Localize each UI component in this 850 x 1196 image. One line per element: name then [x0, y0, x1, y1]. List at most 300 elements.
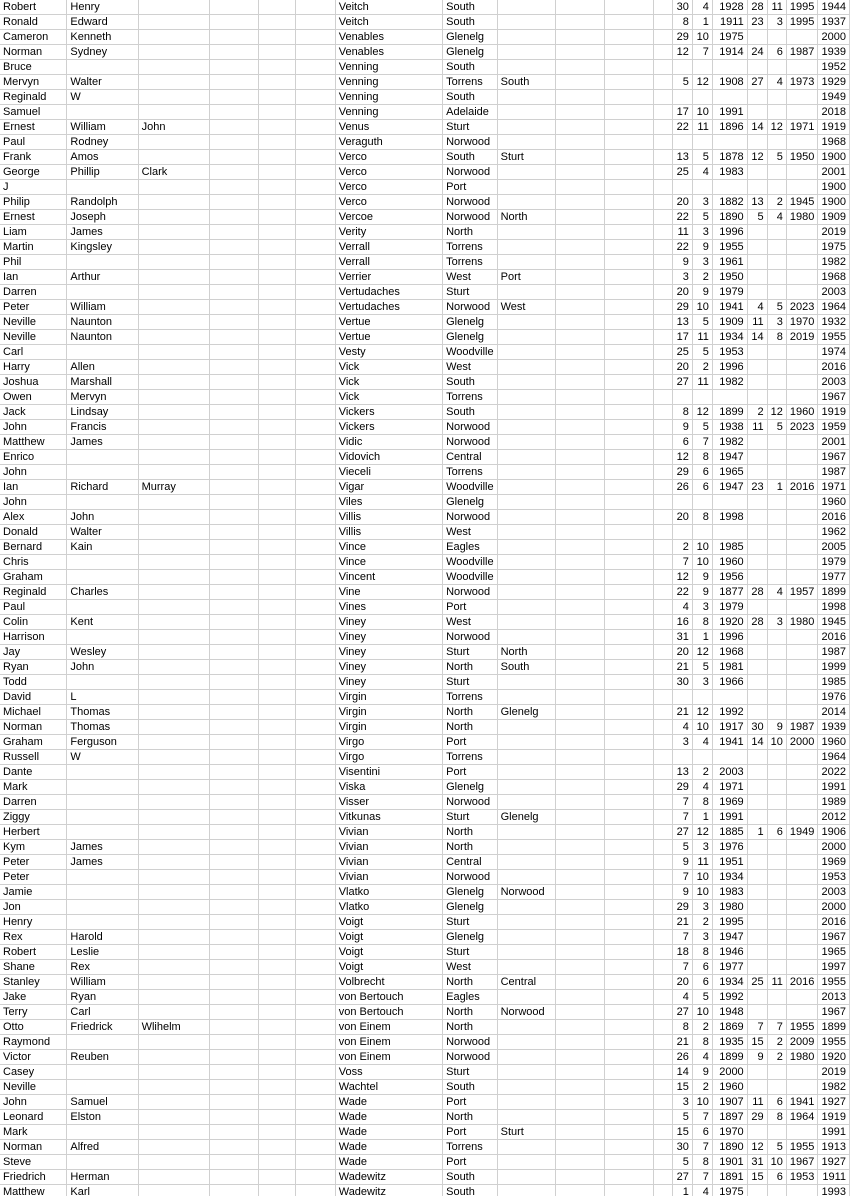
- cell-empty[interactable]: [210, 615, 258, 630]
- cell-day2[interactable]: 13: [747, 195, 767, 210]
- cell-day1[interactable]: 15: [672, 1080, 692, 1095]
- cell-month2[interactable]: [767, 465, 786, 480]
- cell-surname[interactable]: Viney: [335, 675, 442, 690]
- cell-empty[interactable]: [605, 135, 653, 150]
- cell-empty[interactable]: [258, 15, 296, 30]
- cell-third[interactable]: [138, 1095, 210, 1110]
- cell-year2[interactable]: [786, 30, 817, 45]
- cell-empty[interactable]: [653, 1035, 672, 1050]
- cell-year2[interactable]: [786, 435, 817, 450]
- cell-month2[interactable]: 11: [767, 0, 786, 15]
- cell-empty[interactable]: [210, 870, 258, 885]
- cell-middle[interactable]: [67, 810, 138, 825]
- cell-empty[interactable]: [258, 1170, 296, 1185]
- cell-empty[interactable]: [258, 915, 296, 930]
- cell-third[interactable]: [138, 45, 210, 60]
- cell-month1[interactable]: 6: [692, 465, 712, 480]
- cell-empty[interactable]: [210, 885, 258, 900]
- cell-month1[interactable]: 9: [692, 585, 712, 600]
- cell-district2[interactable]: [497, 780, 556, 795]
- cell-third[interactable]: [138, 345, 210, 360]
- cell-year3[interactable]: 2019: [818, 1065, 850, 1080]
- cell-empty[interactable]: [296, 885, 336, 900]
- cell-middle[interactable]: Richard: [67, 480, 138, 495]
- cell-day1[interactable]: 30: [672, 675, 692, 690]
- cell-empty[interactable]: [653, 1050, 672, 1065]
- cell-year3[interactable]: 1960: [818, 495, 850, 510]
- cell-district2[interactable]: Glenelg: [497, 705, 556, 720]
- cell-day2[interactable]: 7: [747, 1020, 767, 1035]
- cell-empty[interactable]: [258, 1185, 296, 1196]
- cell-day2[interactable]: [747, 510, 767, 525]
- cell-empty[interactable]: [556, 1035, 605, 1050]
- cell-empty[interactable]: [556, 1170, 605, 1185]
- cell-day2[interactable]: 2: [747, 405, 767, 420]
- cell-district2[interactable]: [497, 30, 556, 45]
- cell-year1[interactable]: 1938: [712, 420, 747, 435]
- cell-first[interactable]: Ernest: [0, 210, 67, 225]
- cell-empty[interactable]: [653, 135, 672, 150]
- cell-year1[interactable]: 1908: [712, 75, 747, 90]
- cell-first[interactable]: Casey: [0, 1065, 67, 1080]
- cell-year3[interactable]: 1911: [818, 1170, 850, 1185]
- cell-day2[interactable]: [747, 600, 767, 615]
- cell-district2[interactable]: [497, 1155, 556, 1170]
- cell-year1[interactable]: 1891: [712, 1170, 747, 1185]
- cell-empty[interactable]: [605, 120, 653, 135]
- cell-empty[interactable]: [605, 585, 653, 600]
- cell-empty[interactable]: [210, 195, 258, 210]
- cell-year3[interactable]: 2019: [818, 225, 850, 240]
- cell-first[interactable]: Mervyn: [0, 75, 67, 90]
- cell-first[interactable]: Todd: [0, 675, 67, 690]
- cell-first[interactable]: Robert: [0, 945, 67, 960]
- cell-surname[interactable]: Vieceli: [335, 465, 442, 480]
- cell-empty[interactable]: [556, 45, 605, 60]
- cell-empty[interactable]: [605, 900, 653, 915]
- cell-year3[interactable]: 1900: [818, 150, 850, 165]
- cell-middle[interactable]: [67, 765, 138, 780]
- cell-year1[interactable]: 1920: [712, 615, 747, 630]
- cell-day1[interactable]: 9: [672, 855, 692, 870]
- cell-middle[interactable]: [67, 570, 138, 585]
- cell-middle[interactable]: James: [67, 435, 138, 450]
- cell-surname[interactable]: Vesty: [335, 345, 442, 360]
- cell-empty[interactable]: [605, 195, 653, 210]
- cell-day2[interactable]: [747, 1125, 767, 1140]
- cell-year2[interactable]: [786, 765, 817, 780]
- cell-third[interactable]: [138, 780, 210, 795]
- cell-surname[interactable]: von Einem: [335, 1020, 442, 1035]
- cell-day1[interactable]: 29: [672, 900, 692, 915]
- cell-district2[interactable]: [497, 180, 556, 195]
- cell-month2[interactable]: [767, 750, 786, 765]
- cell-empty[interactable]: [210, 585, 258, 600]
- cell-empty[interactable]: [296, 195, 336, 210]
- cell-middle[interactable]: Kent: [67, 615, 138, 630]
- cell-empty[interactable]: [296, 15, 336, 30]
- cell-day2[interactable]: 5: [747, 210, 767, 225]
- cell-empty[interactable]: [653, 270, 672, 285]
- cell-empty[interactable]: [653, 495, 672, 510]
- cell-district1[interactable]: Torrens: [443, 390, 498, 405]
- cell-year2[interactable]: [786, 930, 817, 945]
- cell-year3[interactable]: 1919: [818, 1110, 850, 1125]
- cell-empty[interactable]: [210, 915, 258, 930]
- cell-month1[interactable]: 7: [692, 1170, 712, 1185]
- cell-first[interactable]: Henry: [0, 915, 67, 930]
- cell-empty[interactable]: [296, 645, 336, 660]
- cell-empty[interactable]: [605, 375, 653, 390]
- cell-month2[interactable]: [767, 945, 786, 960]
- cell-district1[interactable]: Sturt: [443, 675, 498, 690]
- cell-day1[interactable]: 27: [672, 1170, 692, 1185]
- cell-year3[interactable]: 1987: [818, 645, 850, 660]
- cell-empty[interactable]: [258, 930, 296, 945]
- cell-day2[interactable]: [747, 660, 767, 675]
- cell-third[interactable]: [138, 15, 210, 30]
- cell-month1[interactable]: 10: [692, 540, 712, 555]
- cell-district2[interactable]: [497, 1095, 556, 1110]
- cell-middle[interactable]: Arthur: [67, 270, 138, 285]
- cell-third[interactable]: [138, 1110, 210, 1125]
- cell-year3[interactable]: 1952: [818, 60, 850, 75]
- cell-empty[interactable]: [296, 825, 336, 840]
- cell-day1[interactable]: 9: [672, 885, 692, 900]
- cell-empty[interactable]: [296, 375, 336, 390]
- cell-first[interactable]: John: [0, 1095, 67, 1110]
- cell-third[interactable]: [138, 465, 210, 480]
- cell-day2[interactable]: [747, 1185, 767, 1196]
- cell-first[interactable]: Ryan: [0, 660, 67, 675]
- cell-empty[interactable]: [210, 45, 258, 60]
- cell-empty[interactable]: [258, 870, 296, 885]
- cell-empty[interactable]: [296, 435, 336, 450]
- cell-day2[interactable]: 14: [747, 120, 767, 135]
- cell-year3[interactable]: 1967: [818, 450, 850, 465]
- cell-first[interactable]: Ian: [0, 480, 67, 495]
- cell-year3[interactable]: 1991: [818, 1125, 850, 1140]
- cell-day1[interactable]: 9: [672, 420, 692, 435]
- cell-empty[interactable]: [258, 90, 296, 105]
- cell-district1[interactable]: Woodville: [443, 345, 498, 360]
- cell-empty[interactable]: [296, 630, 336, 645]
- cell-empty[interactable]: [210, 900, 258, 915]
- cell-month1[interactable]: 7: [692, 1110, 712, 1125]
- cell-year2[interactable]: [786, 690, 817, 705]
- cell-empty[interactable]: [258, 330, 296, 345]
- cell-year1[interactable]: 1914: [712, 45, 747, 60]
- cell-third[interactable]: [138, 765, 210, 780]
- cell-district1[interactable]: South: [443, 375, 498, 390]
- cell-middle[interactable]: [67, 255, 138, 270]
- cell-year2[interactable]: 1970: [786, 315, 817, 330]
- cell-day1[interactable]: 5: [672, 1155, 692, 1170]
- cell-empty[interactable]: [653, 1005, 672, 1020]
- cell-year2[interactable]: [786, 105, 817, 120]
- cell-year2[interactable]: 1967: [786, 1155, 817, 1170]
- cell-empty[interactable]: [296, 855, 336, 870]
- cell-district1[interactable]: Torrens: [443, 240, 498, 255]
- cell-year2[interactable]: [786, 990, 817, 1005]
- cell-month1[interactable]: 9: [692, 240, 712, 255]
- cell-empty[interactable]: [210, 555, 258, 570]
- cell-empty[interactable]: [258, 615, 296, 630]
- cell-empty[interactable]: [556, 405, 605, 420]
- cell-first[interactable]: Mark: [0, 1125, 67, 1140]
- cell-empty[interactable]: [653, 90, 672, 105]
- cell-year3[interactable]: 2016: [818, 510, 850, 525]
- cell-empty[interactable]: [605, 180, 653, 195]
- cell-empty[interactable]: [556, 60, 605, 75]
- cell-month2[interactable]: [767, 570, 786, 585]
- cell-year2[interactable]: [786, 1125, 817, 1140]
- cell-year2[interactable]: [786, 255, 817, 270]
- cell-empty[interactable]: [210, 840, 258, 855]
- cell-year3[interactable]: 1919: [818, 120, 850, 135]
- cell-district1[interactable]: North: [443, 825, 498, 840]
- cell-empty[interactable]: [210, 465, 258, 480]
- cell-day1[interactable]: 13: [672, 765, 692, 780]
- cell-day2[interactable]: 11: [747, 420, 767, 435]
- cell-district2[interactable]: [497, 930, 556, 945]
- cell-empty[interactable]: [258, 885, 296, 900]
- cell-third[interactable]: [138, 615, 210, 630]
- cell-district2[interactable]: [497, 375, 556, 390]
- cell-district1[interactable]: Adelaide: [443, 105, 498, 120]
- cell-surname[interactable]: Viney: [335, 615, 442, 630]
- cell-first[interactable]: Samuel: [0, 105, 67, 120]
- cell-day2[interactable]: [747, 945, 767, 960]
- cell-empty[interactable]: [653, 360, 672, 375]
- cell-third[interactable]: [138, 885, 210, 900]
- cell-year2[interactable]: [786, 60, 817, 75]
- cell-year2[interactable]: [786, 750, 817, 765]
- cell-empty[interactable]: [296, 1140, 336, 1155]
- cell-first[interactable]: Philip: [0, 195, 67, 210]
- cell-third[interactable]: [138, 645, 210, 660]
- cell-empty[interactable]: [556, 165, 605, 180]
- cell-month2[interactable]: 3: [767, 315, 786, 330]
- cell-first[interactable]: Enrico: [0, 450, 67, 465]
- cell-year2[interactable]: [786, 855, 817, 870]
- cell-day1[interactable]: 3: [672, 1095, 692, 1110]
- cell-empty[interactable]: [605, 525, 653, 540]
- cell-year3[interactable]: 1987: [818, 465, 850, 480]
- cell-empty[interactable]: [210, 1185, 258, 1196]
- cell-year1[interactable]: 1975: [712, 30, 747, 45]
- cell-district1[interactable]: Sturt: [443, 120, 498, 135]
- cell-empty[interactable]: [258, 450, 296, 465]
- cell-day1[interactable]: 15: [672, 1125, 692, 1140]
- cell-empty[interactable]: [210, 345, 258, 360]
- cell-empty[interactable]: [556, 1140, 605, 1155]
- cell-month1[interactable]: 8: [692, 1035, 712, 1050]
- cell-year3[interactable]: 1977: [818, 570, 850, 585]
- cell-empty[interactable]: [605, 540, 653, 555]
- cell-day1[interactable]: 29: [672, 780, 692, 795]
- cell-middle[interactable]: [67, 885, 138, 900]
- cell-district1[interactable]: Norwood: [443, 630, 498, 645]
- cell-empty[interactable]: [258, 270, 296, 285]
- cell-day2[interactable]: [747, 180, 767, 195]
- cell-day2[interactable]: [747, 540, 767, 555]
- cell-year3[interactable]: 1991: [818, 780, 850, 795]
- cell-empty[interactable]: [210, 705, 258, 720]
- cell-third[interactable]: [138, 840, 210, 855]
- cell-district2[interactable]: [497, 795, 556, 810]
- cell-year1[interactable]: [712, 60, 747, 75]
- cell-empty[interactable]: [296, 105, 336, 120]
- cell-year3[interactable]: 1913: [818, 1140, 850, 1155]
- cell-month2[interactable]: [767, 225, 786, 240]
- cell-empty[interactable]: [653, 1170, 672, 1185]
- cell-day2[interactable]: 12: [747, 150, 767, 165]
- cell-district1[interactable]: Sturt: [443, 645, 498, 660]
- cell-month1[interactable]: 5: [692, 210, 712, 225]
- cell-empty[interactable]: [653, 435, 672, 450]
- cell-empty[interactable]: [653, 600, 672, 615]
- cell-surname[interactable]: Vlatko: [335, 885, 442, 900]
- cell-month2[interactable]: [767, 1080, 786, 1095]
- cell-month1[interactable]: 12: [692, 645, 712, 660]
- cell-empty[interactable]: [605, 720, 653, 735]
- cell-day2[interactable]: 28: [747, 0, 767, 15]
- cell-empty[interactable]: [296, 795, 336, 810]
- cell-third[interactable]: [138, 195, 210, 210]
- cell-first[interactable]: Jamie: [0, 885, 67, 900]
- cell-empty[interactable]: [605, 225, 653, 240]
- cell-district2[interactable]: [497, 525, 556, 540]
- cell-year3[interactable]: 1960: [818, 735, 850, 750]
- cell-empty[interactable]: [653, 900, 672, 915]
- cell-first[interactable]: Owen: [0, 390, 67, 405]
- cell-empty[interactable]: [556, 870, 605, 885]
- cell-empty[interactable]: [556, 375, 605, 390]
- cell-day2[interactable]: [747, 360, 767, 375]
- cell-middle[interactable]: Harold: [67, 930, 138, 945]
- cell-third[interactable]: [138, 705, 210, 720]
- cell-empty[interactable]: [605, 480, 653, 495]
- cell-surname[interactable]: Vidovich: [335, 450, 442, 465]
- cell-year1[interactable]: [712, 180, 747, 195]
- cell-month2[interactable]: [767, 525, 786, 540]
- cell-year3[interactable]: 1927: [818, 1095, 850, 1110]
- cell-day2[interactable]: [747, 780, 767, 795]
- cell-third[interactable]: Murray: [138, 480, 210, 495]
- cell-year2[interactable]: 1995: [786, 0, 817, 15]
- cell-year1[interactable]: 1965: [712, 465, 747, 480]
- cell-surname[interactable]: Venables: [335, 30, 442, 45]
- cell-district2[interactable]: South: [497, 660, 556, 675]
- cell-empty[interactable]: [653, 450, 672, 465]
- cell-surname[interactable]: Viney: [335, 660, 442, 675]
- cell-first[interactable]: Ziggy: [0, 810, 67, 825]
- cell-third[interactable]: [138, 285, 210, 300]
- cell-third[interactable]: [138, 1170, 210, 1185]
- cell-empty[interactable]: [296, 345, 336, 360]
- cell-year1[interactable]: 1934: [712, 975, 747, 990]
- cell-day1[interactable]: 21: [672, 705, 692, 720]
- cell-middle[interactable]: W: [67, 750, 138, 765]
- cell-year2[interactable]: 1950: [786, 150, 817, 165]
- cell-empty[interactable]: [556, 990, 605, 1005]
- cell-empty[interactable]: [605, 780, 653, 795]
- cell-year2[interactable]: 1960: [786, 405, 817, 420]
- cell-year3[interactable]: 1976: [818, 690, 850, 705]
- cell-empty[interactable]: [296, 285, 336, 300]
- cell-district1[interactable]: Sturt: [443, 285, 498, 300]
- cell-middle[interactable]: [67, 630, 138, 645]
- cell-third[interactable]: [138, 315, 210, 330]
- cell-surname[interactable]: Vine: [335, 585, 442, 600]
- cell-empty[interactable]: [258, 435, 296, 450]
- cell-first[interactable]: Darren: [0, 285, 67, 300]
- cell-month2[interactable]: [767, 885, 786, 900]
- cell-surname[interactable]: Voigt: [335, 915, 442, 930]
- cell-month2[interactable]: 5: [767, 1140, 786, 1155]
- cell-empty[interactable]: [296, 270, 336, 285]
- cell-month1[interactable]: 8: [692, 795, 712, 810]
- cell-third[interactable]: [138, 750, 210, 765]
- cell-empty[interactable]: [210, 810, 258, 825]
- cell-year2[interactable]: 1945: [786, 195, 817, 210]
- cell-district1[interactable]: West: [443, 525, 498, 540]
- cell-first[interactable]: Ernest: [0, 120, 67, 135]
- cell-month2[interactable]: 4: [767, 585, 786, 600]
- cell-district1[interactable]: Port: [443, 735, 498, 750]
- cell-surname[interactable]: Wadewitz: [335, 1185, 442, 1196]
- cell-middle[interactable]: Rodney: [67, 135, 138, 150]
- cell-surname[interactable]: Veitch: [335, 0, 442, 15]
- cell-year2[interactable]: 1971: [786, 120, 817, 135]
- cell-district1[interactable]: North: [443, 660, 498, 675]
- cell-month1[interactable]: 3: [692, 930, 712, 945]
- cell-surname[interactable]: Vivian: [335, 825, 442, 840]
- cell-empty[interactable]: [258, 30, 296, 45]
- cell-empty[interactable]: [210, 1065, 258, 1080]
- cell-third[interactable]: [138, 420, 210, 435]
- cell-month2[interactable]: 5: [767, 300, 786, 315]
- cell-month2[interactable]: [767, 30, 786, 45]
- cell-day1[interactable]: 31: [672, 630, 692, 645]
- cell-district2[interactable]: [497, 345, 556, 360]
- cell-empty[interactable]: [653, 990, 672, 1005]
- cell-district2[interactable]: [497, 435, 556, 450]
- cell-third[interactable]: [138, 1155, 210, 1170]
- cell-empty[interactable]: [605, 255, 653, 270]
- cell-month1[interactable]: 3: [692, 255, 712, 270]
- cell-empty[interactable]: [258, 945, 296, 960]
- cell-empty[interactable]: [653, 630, 672, 645]
- cell-empty[interactable]: [556, 225, 605, 240]
- cell-year1[interactable]: 1970: [712, 1125, 747, 1140]
- cell-empty[interactable]: [605, 1170, 653, 1185]
- cell-year3[interactable]: 1919: [818, 405, 850, 420]
- cell-empty[interactable]: [653, 705, 672, 720]
- cell-empty[interactable]: [605, 870, 653, 885]
- cell-empty[interactable]: [556, 780, 605, 795]
- cell-empty[interactable]: [653, 465, 672, 480]
- cell-empty[interactable]: [296, 120, 336, 135]
- cell-empty[interactable]: [605, 840, 653, 855]
- cell-month1[interactable]: 5: [692, 990, 712, 1005]
- cell-third[interactable]: [138, 585, 210, 600]
- cell-district1[interactable]: South: [443, 1080, 498, 1095]
- cell-year3[interactable]: 1968: [818, 270, 850, 285]
- cell-empty[interactable]: [258, 225, 296, 240]
- cell-empty[interactable]: [653, 315, 672, 330]
